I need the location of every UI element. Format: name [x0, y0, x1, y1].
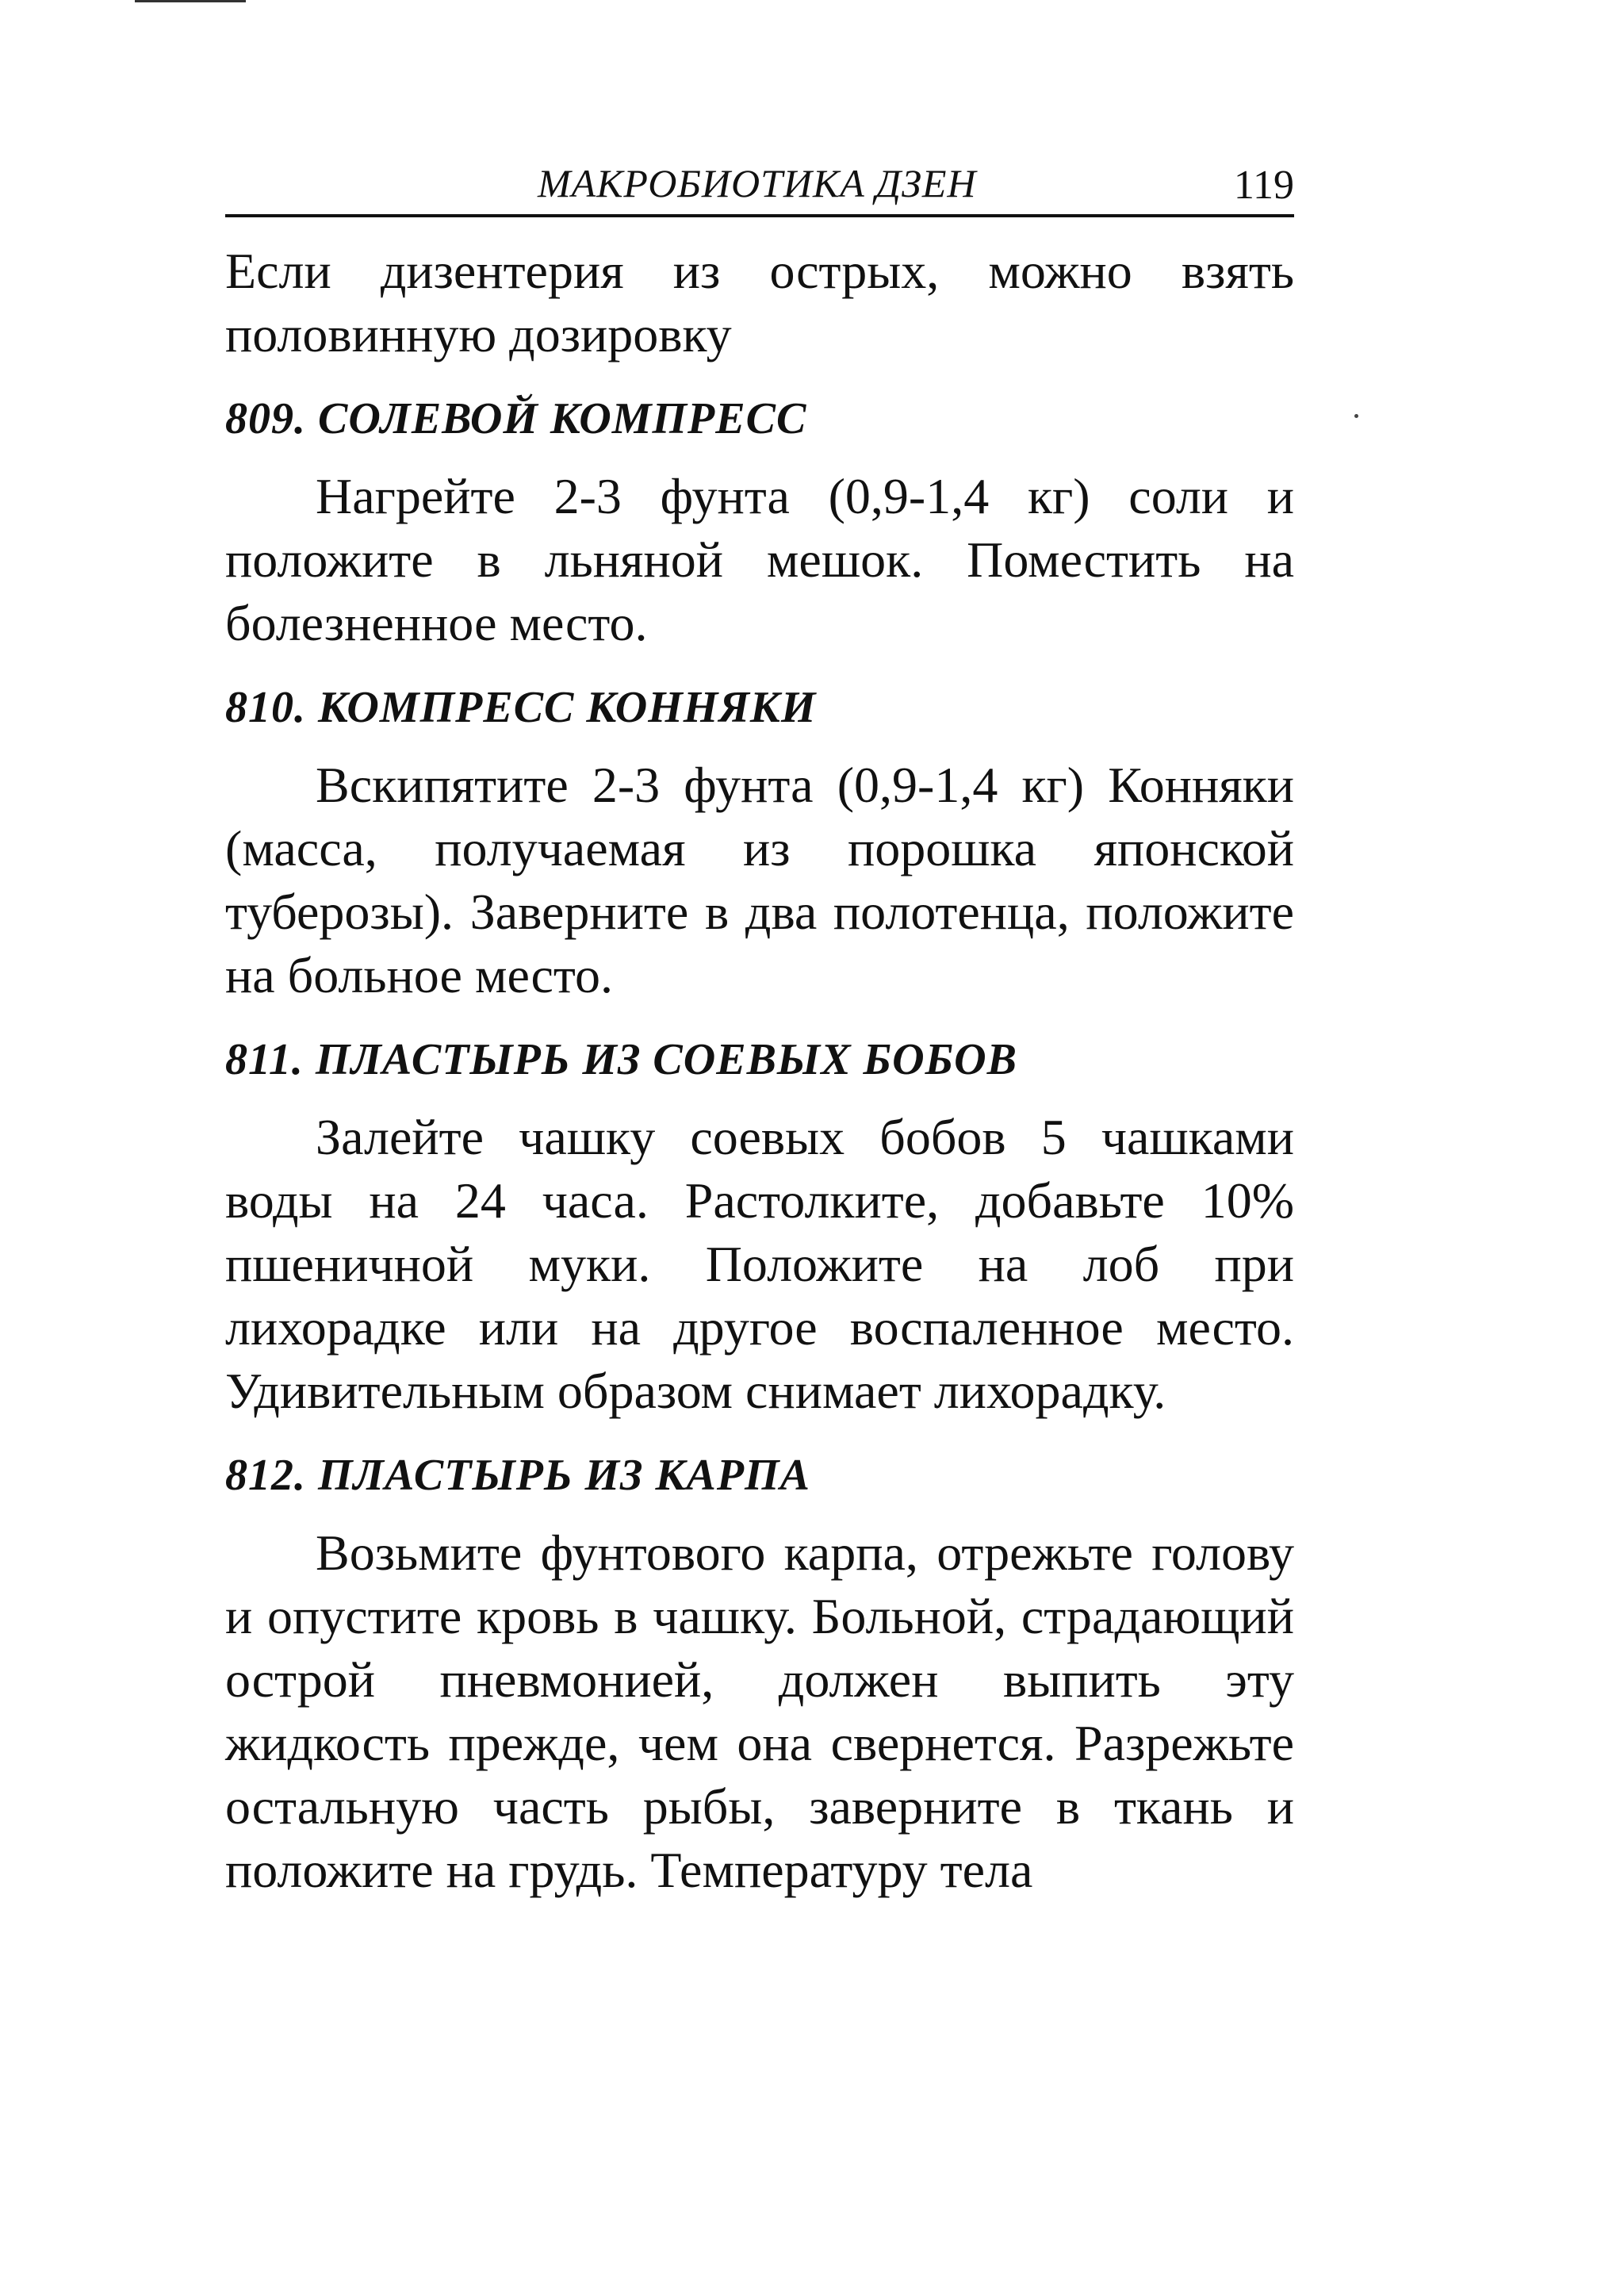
scan-speck	[1354, 414, 1358, 418]
book-page	[225, 151, 1294, 1902]
section-text: Возьмите фунтового карпа, отрежьте голову и опустите кровь в чашку. Больной, страдающий острой пневмонией, должен выпить эту жидкость прежде, чем она свернется. Разрежьте остальную часть рыбы, заверните в ткань и положите на грудь. Температуру тела	[225, 1524, 1294, 1898]
section-809	[225, 387, 1294, 655]
running-header	[225, 151, 1294, 217]
top-edge-rule	[135, 0, 246, 2]
section-811	[225, 1028, 1294, 1423]
section-heading: 812. ПЛАСТЫРЬ ИЗ КАРПА	[225, 1451, 810, 1500]
section-heading: 810. КОМПРЕСС КОННЯКИ	[225, 683, 817, 732]
opening-paragraph: Если дизентерия из острых, можно взять половинную дозировку	[225, 243, 1294, 362]
section-812	[225, 1444, 1294, 1902]
section-text: Нагрейте 2-3 фунта (0,9-1,4 кг) соли и положите в льняной мешок. Поместить на болезненное место.	[225, 468, 1294, 651]
page-number: 119	[1233, 163, 1294, 208]
section-heading: 811. ПЛАСТЫРЬ ИЗ СОЕВЫХ БОБОВ	[225, 1035, 1017, 1084]
section-810	[225, 676, 1294, 1007]
running-title: МАКРОБИОТИКА ДЗЕН	[538, 161, 977, 205]
section-text: Вскипятите 2-3 фунта (0,9-1,4 кг) Конняки (масса, получаемая из порошка японской туберозы). Заверните в два полотенца, положите на больное место.	[225, 757, 1294, 1003]
section-heading: 809. СОЛЕВОЙ КОМПРЕСС	[225, 394, 807, 443]
section-text: Залейте чашку соевых бобов 5 чашками воды на 24 часа. Растолките, добавьте 10% пшеничной муки. Положите на лоб при лихорадке или на другое воспаленное место. Удивительным образом снимает лихорадку.	[225, 1109, 1294, 1419]
